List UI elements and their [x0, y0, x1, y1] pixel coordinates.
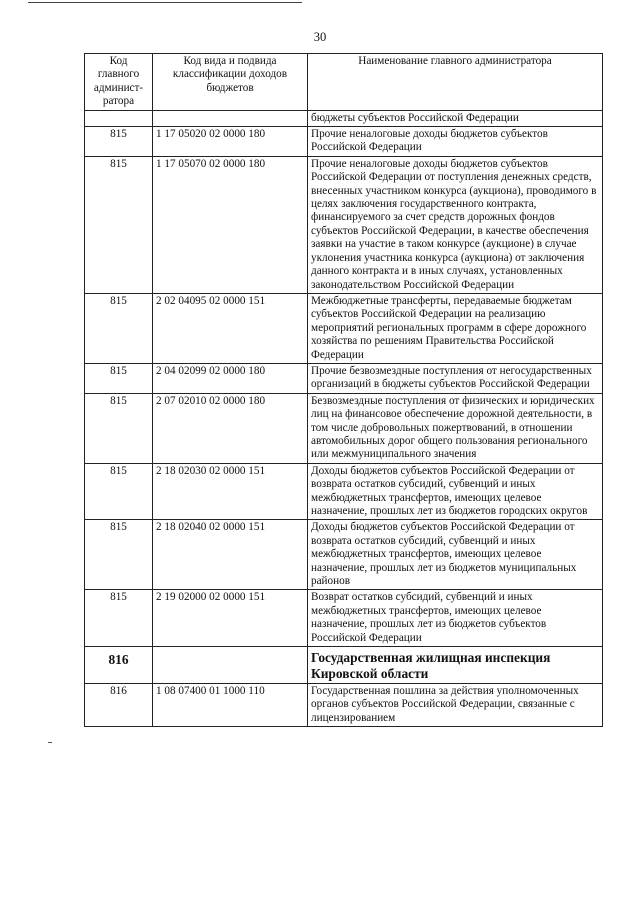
row-admin-code: 815: [85, 520, 153, 590]
section-admin-name: Государственная жилищная инспекция Кировской области: [308, 647, 603, 684]
continuation-code-cell: [85, 110, 153, 126]
section-admin-code: 816: [85, 647, 153, 684]
row-admin-name: Межбюджетные трансферты, передаваемые бюджетам субъектов Российской Федерации на реализацию мероприятий региональных программ в сфере дорожного хозяйства по решениям Правительства Российской Федерации: [308, 293, 603, 363]
row-admin-name: Государственная пошлина за действия уполномоченных органов субъектов Российской Федерации, связанные с лицензированием: [308, 684, 603, 727]
table-row: [85, 393, 603, 463]
table-row: [85, 127, 603, 157]
row-classification-code: 2 18 02040 02 0000 151: [153, 520, 308, 590]
section-row: [85, 647, 603, 684]
row-classification-code: 1 08 07400 01 1000 110: [153, 684, 308, 727]
table-row: [85, 363, 603, 393]
continuation-kbk-cell: [153, 110, 308, 126]
row-admin-name: Доходы бюджетов субъектов Российской Федерации от возврата остатков субсидий, субвенций и иных межбюджетных трансфертов, имеющих целевое назначение, прошлых лет из бюджетов муниципальных районов: [308, 520, 603, 590]
top-rule: [28, 2, 302, 3]
table-header-row: [85, 54, 603, 111]
header-admin-name: Наименование главного администратора: [308, 54, 603, 111]
row-admin-code: 815: [85, 363, 153, 393]
table-row: [85, 520, 603, 590]
section-kbk-cell: [153, 647, 308, 684]
row-classification-code: 1 17 05020 02 0000 180: [153, 127, 308, 157]
page-number: 30: [313, 30, 327, 44]
header-admin-code: Код главного админист-ратора: [85, 54, 153, 111]
revenue-administrators-table: [84, 53, 603, 727]
row-classification-code: 1 17 05070 02 0000 180: [153, 156, 308, 293]
row-admin-code: 815: [85, 156, 153, 293]
table-row: [85, 590, 603, 647]
table-row: [85, 156, 603, 293]
row-classification-code: 2 19 02000 02 0000 151: [153, 590, 308, 647]
row-admin-name: Доходы бюджетов субъектов Российской Федерации от возврата остатков субсидий, субвенций и иных межбюджетных трансфертов, имеющих целевое назначение, прошлых лет из бюджетов городских округов: [308, 463, 603, 520]
margin-mark: [48, 742, 52, 743]
continuation-row: [85, 110, 603, 126]
row-admin-name: Прочие неналоговые доходы бюджетов субъектов Российской Федерации: [308, 127, 603, 157]
row-classification-code: 2 02 04095 02 0000 151: [153, 293, 308, 363]
row-admin-code: 815: [85, 590, 153, 647]
row-admin-code: 815: [85, 393, 153, 463]
table-row: [85, 684, 603, 727]
continuation-text: бюджеты субъектов Российской Федерации: [308, 110, 603, 126]
row-admin-code: 815: [85, 127, 153, 157]
table-row: [85, 293, 603, 363]
row-admin-name: Безвозмездные поступления от физических и юридических лиц на финансовое обеспечение дорожной деятельности, в том числе добровольных пожертвований, в отношении автомобильных дорог общего пользования регионального или межмуниципального значения: [308, 393, 603, 463]
row-classification-code: 2 04 02099 02 0000 180: [153, 363, 308, 393]
row-admin-name: Прочие безвозмездные поступления от негосударственных организаций в бюджеты субъектов Российской Федерации: [308, 363, 603, 393]
row-classification-code: 2 18 02030 02 0000 151: [153, 463, 308, 520]
row-admin-code: 815: [85, 463, 153, 520]
table-row: [85, 463, 603, 520]
row-admin-name: Возврат остатков субсидий, субвенций и иных межбюджетных трансфертов, имеющих целевое назначение, прошлых лет из бюджетов субъектов Российской Федерации: [308, 590, 603, 647]
row-admin-name: Прочие неналоговые доходы бюджетов субъектов Российской Федерации от поступления денежных средств, внесенных участником конкурса (аукциона), проводимого в целях заключения государственного контракта, финансируемого за счет средств дорожных фондов субъектов Российской Федерации, в качестве обеспечения заявки на участие в таком конкурсе (аукционе) в случае уклонения участника конкурса (аукциона) от заключения данного контракта и в иных случаях, установленных законодательством Российской Федерации: [308, 156, 603, 293]
row-admin-code: 815: [85, 293, 153, 363]
header-classification-code: Код вида и подвида классификации доходов бюджетов: [153, 54, 308, 111]
row-classification-code: 2 07 02010 02 0000 180: [153, 393, 308, 463]
row-admin-code: 816: [85, 684, 153, 727]
